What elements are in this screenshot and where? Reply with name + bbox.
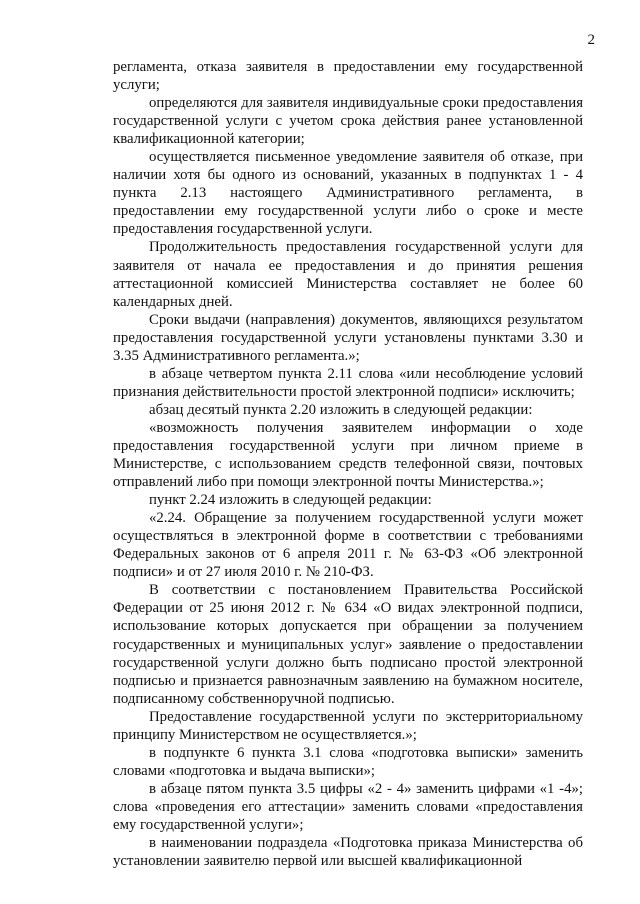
paragraph: «возможность получения заявителем информации о ходе предоставления государственной услуги при личном приеме в Министерстве, с использованием средств телефонной связи, почтовых отправлений либо при помощи электронной почты Министерства.»; bbox=[113, 419, 583, 491]
paragraph: «2.24. Обращение за получением государственной услуги может осуществляться в электронной форме в соответствии с требованиями Федеральных законов от 6 апреля 2011 г. № 63-ФЗ «Об электронной подписи» и от 27 июля 2010 г. № 210-ФЗ. bbox=[113, 510, 583, 581]
paragraph: определяются для заявителя индивидуальные сроки предоставления государственной услуги с учетом срока действия ранее установленной квалификационной категории; bbox=[113, 95, 583, 148]
paragraph: абзац десятый пункта 2.20 изложить в следующей редакции: bbox=[149, 401, 533, 418]
paragraph: в абзаце четвертом пункта 2.11 слова «или несоблюдение условий признания действительности простой электронной подписи» исключить; bbox=[113, 365, 583, 400]
paragraph: Сроки выдачи (направления) документов, являющихся результатом предоставления государственной услуги установлены пунктами 3.30 и 3.35 Административного регламента.»; bbox=[113, 311, 583, 364]
document-body bbox=[113, 58, 583, 870]
paragraph: Предоставление государственной услуги по экстерриториальному принципу Министерством не осуществляется.»; bbox=[113, 708, 583, 743]
page-number: 2 bbox=[587, 32, 595, 48]
paragraph: пункт 2.24 изложить в следующей редакции: bbox=[149, 492, 432, 509]
paragraph: в наименовании подраздела «Подготовка приказа Министерства об установлении заявителю первой или высшей квалификационной bbox=[113, 835, 583, 870]
paragraph: в подпункте 6 пункта 3.1 слова «подготовка выписки» заменить словами «подготовка и выдача выписки»; bbox=[113, 744, 583, 779]
paragraph: в абзаце пятом пункта 3.5 цифры «2 - 4» заменить цифрами «1 -4»; слова «проведения его аттестации» заменить словами «предоставления ему государственной услуги»; bbox=[113, 780, 583, 833]
paragraph: осуществляется письменное уведомление заявителя об отказе, при наличии хотя бы одного из оснований, указанных в подпунктах 1 - 4 пункта 2.13 настоящего Административного регламента, в предоставлении ему государственной услуги либо о сроке и месте предоставления государственной услуги. bbox=[113, 149, 583, 238]
paragraph: регламента, отказа заявителя в предоставлении ему государственной услуги; bbox=[113, 59, 583, 94]
paragraph: Продолжительность предоставления государственной услуги для заявителя от начала ее предоставления и до принятия решения аттестационной комиссией Министерства составляет не более 60 календарных дней. bbox=[113, 239, 583, 310]
paragraph: В соответствии с постановлением Правительства Российской Федерации от 25 июня 2012 г. № 634 «О видах электронной подписи, использование которых допускается при обращении за получением государственных и муниципальных услуг» заявление о предоставлении государственной услуги должно быть подписано простой электронной подписью и признается равнозначным заявлению на бумажном носителе, подписанному собственноручной подписью. bbox=[113, 582, 583, 707]
